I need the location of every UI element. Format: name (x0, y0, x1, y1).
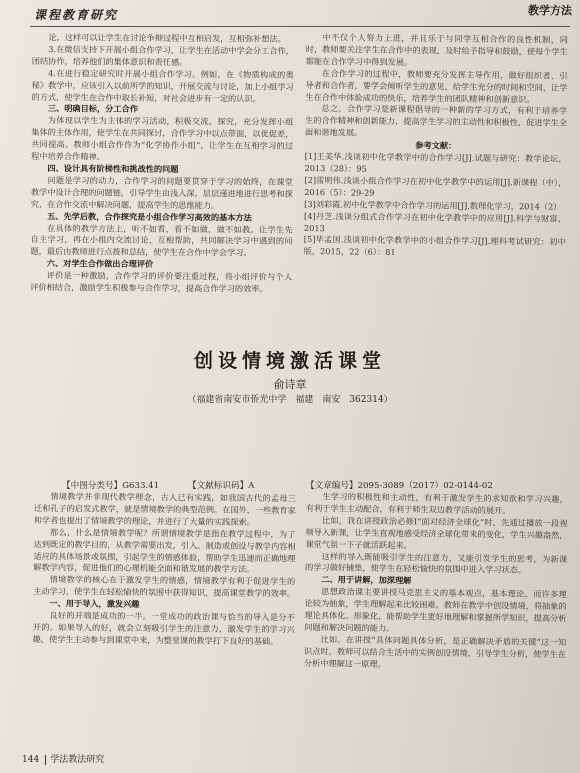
running-head-journal: 课程教育研究 (34, 8, 119, 22)
page-number: 144 (22, 755, 40, 765)
body-paragraph: 情境教学并非现代教学理念，古人已有实践，如我国古代的孟母三迁和孔子的启发式教学，就是情境教学的典型范例。在国外，一些教育家和学者也提出了情境教学的理论，并进行了大量的实践探索。 (33, 491, 296, 527)
body-paragraph: 比如，在讲授“具体问题具体分析，是正确解决矛盾的关键”这一知识点时，教师可以结合生活中的实例创设情境，引导学生分析，使学生在分析中理解这一原理。 (303, 634, 567, 669)
running-head-section: 教学方法 (528, 4, 572, 17)
column-lower-left (33, 491, 296, 648)
column-upper-right (304, 32, 568, 261)
article-title: 创设情境激活课堂 (193, 350, 386, 372)
section-heading: 二、用于讲解，加深理解 (321, 574, 412, 586)
reference-entry: [3]刘彩霞.初中化学教学中合作学习的运用[J].数理化学习，2014（2） (304, 198, 562, 212)
reference-entry: [2]雷明伟.浅谈小组合作学习在初中化学教学中的运用[J].新课程（中），2016（5）：29-29 (304, 174, 567, 198)
article-number: 【文章编号】2095-3089（2017）02-0144-02 (306, 481, 493, 491)
body-paragraph: 思想政治课主要讲授马克思主义的基本观点，基本理论，而许多理论较为抽象，学生理解起来比较困难。教师在教学中创设情境，将抽象的理论具体化、形象化，能帮助学生更好地理解和掌握所学知识，提高分析问题和解决问题的能力。 (304, 586, 567, 634)
body-paragraph: 总之，合作学习是新课程倡导的一种新的学习方式，有利于培养学生的合作精神和创新能力，提高学生学习的主动性和积极性，促进学生全面和谐地发展。 (304, 103, 568, 138)
body-paragraph: 为体现以学生为主体的学习活动，积极交流，探究，充分发挥小组集体的主体作用，使学生在共同探讨，合作学习中以点带面，以优促差，共同提高。教师小组合作作为“化学协作小组”，让学生在互相学习的过程中培养合作精神。 (31, 115, 294, 162)
references-title: 参考文献： (415, 140, 457, 151)
header-rule (30, 26, 570, 27)
section-heading: 四、设计具有阶梯性和挑战性的问题 (47, 163, 179, 174)
section-heading: 三、明确目标，分工合作 (47, 103, 138, 115)
footer-divider (45, 755, 46, 765)
body-paragraph: 情境教学的核心在于激发学生的情感，情境教学有利于促进学生的主动学习，使学生在轻松愉快的氛围中获得知识，提高课堂教学的效率。 (33, 574, 296, 599)
body-paragraph: 那么，什么是情境教学呢？所谓情境教学是指在教学过程中，为了达到既定的教学目的，从教学需要出发，引入、制造或创设与教学内容相适应的具体场景或氛围，引起学生的情感体验，帮助学生迅速而正确地理解教学内容，促进他们的心理机能全面和谐发展的教学方法。 (33, 526, 296, 575)
column-upper-left (30, 32, 294, 296)
column-lower-right (304, 491, 568, 673)
body-paragraph: 中不仅个人努力上进，并且乐于与同学互相合作的良性机制，同时，教师要关注学生在合作中的表现，及时给予指导和鼓励，使每个学生都能在合作学习中得到发展。 (305, 32, 568, 67)
page-footer (22, 752, 104, 765)
body-paragraph: 生学习的积极性和主动性，有利于激发学生的求知欲和学习兴趣，有利于学生主动配合，有利于师生双边教学活动的展开。 (305, 491, 568, 516)
body-paragraph: 评价是一种激励，合作学习的评价要注重过程，将小组评价与个人评价相结合，激励学生积极参与合作学习，提高合作学习的效率。 (30, 270, 293, 294)
body-paragraph: 论，这样可以让学生在讨论争辩过程中互相启发，互相弥补想法。 (48, 32, 286, 44)
section-heading: 一、用于导入，激发兴趣 (49, 598, 140, 610)
document-code: 【文献标识码】A (188, 481, 255, 491)
reference-entry: [1]王美华.浅谈初中化学教学中的合作学习[J].试题与研究：教学论坛，2013（28）：95 (304, 151, 567, 174)
body-paragraph: 问题是学习的动力，合作学习的问题要贯穿于学习的始终，在课堂教学中设计合理的问题链，引导学生由浅入深，层层递进地进行思考和探究，在合作交流中解决问题，提高学生的思维能力。 (30, 174, 293, 210)
body-paragraph: 3.在微信支持下开展小组合作学习，让学生在活动中学会分工合作，团结协作，培养他们的集体意识和责任感。 (31, 44, 294, 67)
reference-entry: [4]丹芝.浅谈分组式合作学习在初中化学教学中的应用[J].科学与财富，2013 (303, 210, 567, 233)
reference-entry: [5]毕孟国.浅谈初中化学教学中的小组合作学习[J].理科考试研究：初中版，2015，22（6）：81 (303, 234, 566, 258)
body-paragraph: 4.在进行稳定研究时开展小组合作学习。例如，在《物质构成的奥秘》教学中，应该引入以前所学的知识，开展交流与讨论，加上小组学习的方式，使学生在合作中取长补短，对社会进步有一定的认识。 (31, 67, 294, 104)
body-paragraph: 这样的导入既能吸引学生的注意力，又能引发学生的思考，为新课的学习做好铺垫，使学生在轻松愉快的氛围中进入学习状态。 (305, 550, 568, 576)
clc-number: 【中图分类号】G633.41 (62, 481, 160, 491)
section-heading: 五、先学后教，合作探究是小组合作学习高效的基本方法 (47, 210, 252, 223)
section-heading: 六、对学生合作做出合理评价 (46, 258, 154, 270)
author-affiliation: （福建省南安市侨光中学 福建 南安 362314） (187, 395, 393, 405)
body-paragraph: 良好的开端是成功的一半。一堂成功的政治课与恰当的导入是分不开的。如果导入的好，就会立刻吸引学生的注意力，激发学生的学习兴趣，使学生主动参与到课堂中来，为整堂课的教学打下良好的基础。 (32, 610, 295, 647)
article-author: 俞诗章 (273, 378, 307, 391)
footer-journal-name: 学法教法研究 (50, 755, 105, 765)
body-paragraph: 在具体的教学方法上，听不如看，看不如做，做不如教。让学生先自主学习，再在小组内交流讨论，互相帮助，共同解决学习中遇到的问题，最后由教师进行点拨和总结，使学生在合作中学会学习。 (30, 222, 293, 258)
body-paragraph: 比如，我在讲授政治必修Ⅰ“面对经济全球化”时，先通过播放一段视频导入新课，让学生直观地感受经济全球化带来的变化，学生兴趣盎然，课堂气氛一下子就活跃起来。 (305, 515, 568, 550)
body-paragraph: 在合作学习的过程中，教师要充分发挥主导作用，做好组织者、引导者和合作者，要学会倾听学生的意见，给学生充分的时间和空间，让学生在合作中体验成功的快乐，培养学生的团队精神和创新意识。 (305, 67, 568, 104)
